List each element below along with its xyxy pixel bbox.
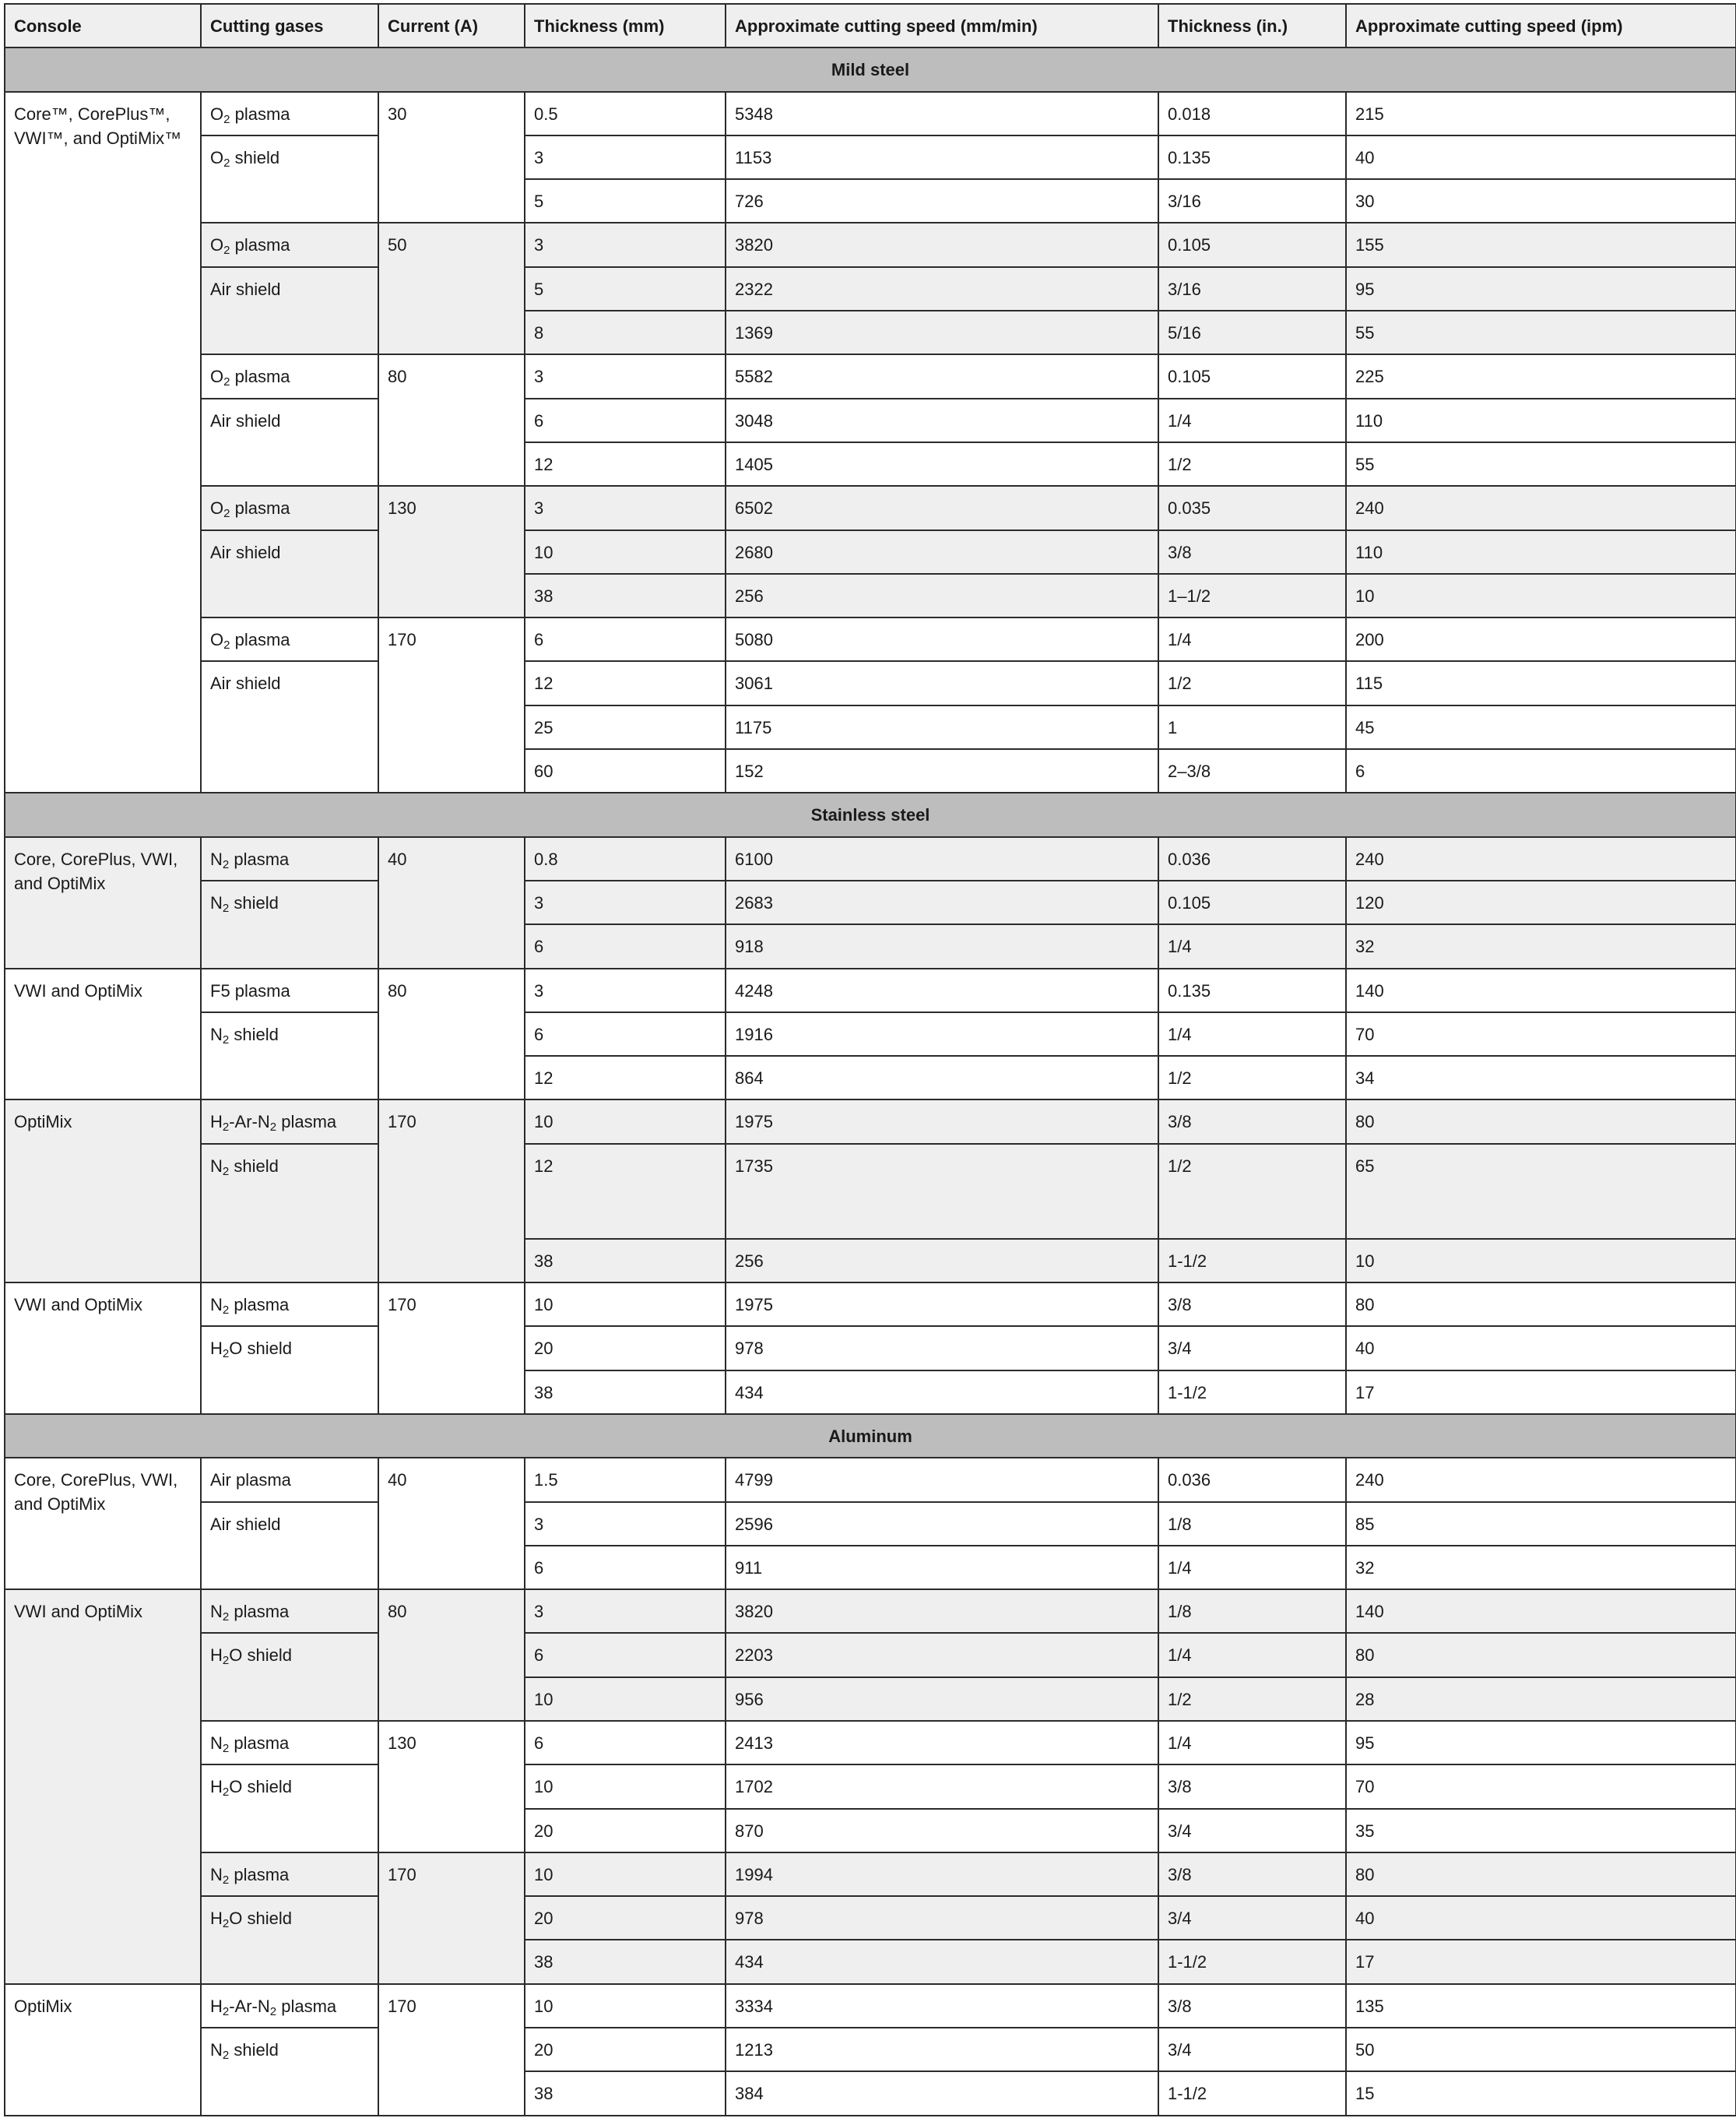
gas-plasma-cell: $O_2$ plasma <box>201 223 378 266</box>
thickness-in-cell: 3/4 <box>1158 2028 1346 2071</box>
gas-plasma-cell: Air plasma <box>201 1458 378 1501</box>
thickness-mm-cell: 1.5 <box>525 1458 726 1501</box>
table-row <box>5 1896 1736 1940</box>
speed-ipm-cell: 10 <box>1346 1239 1736 1282</box>
thickness-mm-cell: 10 <box>525 1677 726 1721</box>
console-cell: Core™, CorePlus™, VWI™, and OptiMix™ <box>5 92 201 793</box>
thickness-in-cell: 3/4 <box>1158 1326 1346 1370</box>
thickness-in-cell: 1/2 <box>1158 1144 1346 1239</box>
thickness-mm-cell: 6 <box>525 1633 726 1676</box>
thickness-in-cell: 1/2 <box>1158 442 1346 486</box>
thickness-in-cell: 0.105 <box>1158 881 1346 924</box>
current-cell: 30 <box>378 92 525 223</box>
table-row <box>5 881 1736 924</box>
speed-ipm-cell: 65 <box>1346 1144 1736 1239</box>
thickness-mm-cell: 3 <box>525 881 726 924</box>
section-row <box>5 1414 1736 1458</box>
table-row <box>5 1458 1736 1501</box>
thickness-in-cell: 1/4 <box>1158 1546 1346 1589</box>
thickness-in-cell: 1/4 <box>1158 1012 1346 1056</box>
thickness-in-cell: 0.105 <box>1158 223 1346 266</box>
table-row <box>5 1852 1736 1896</box>
thickness-in-cell: 0.135 <box>1158 135 1346 179</box>
table-body <box>5 47 1736 2115</box>
thickness-mm-cell: 10 <box>525 1984 726 2028</box>
speed-ipm-cell: 40 <box>1346 135 1736 179</box>
thickness-in-cell: 1/4 <box>1158 924 1346 968</box>
thickness-mm-cell: 20 <box>525 1896 726 1940</box>
current-cell: 80 <box>378 354 525 486</box>
speed-mm-min-cell: 256 <box>726 1239 1158 1282</box>
gas-shield-cell: $N_2$ shield <box>201 2028 378 2116</box>
speed-mm-min-cell: 384 <box>726 2071 1158 2115</box>
gas-shield-cell: $N_2$ shield <box>201 1012 378 1100</box>
speed-mm-min-cell: 5582 <box>726 354 1158 398</box>
speed-mm-min-cell: 2683 <box>726 881 1158 924</box>
speed-mm-min-cell: 1702 <box>726 1764 1158 1808</box>
speed-ipm-cell: 28 <box>1346 1677 1736 1721</box>
current-cell: 80 <box>378 969 525 1100</box>
thickness-in-cell: 1–1/2 <box>1158 574 1346 617</box>
gas-shield-cell: $H_2O$ shield <box>201 1764 378 1852</box>
speed-mm-min-cell: 1369 <box>726 311 1158 354</box>
thickness-in-cell: 3/8 <box>1158 1984 1346 2028</box>
thickness-in-cell: 0.135 <box>1158 969 1346 1012</box>
table-row <box>5 530 1736 574</box>
thickness-in-cell: 1/2 <box>1158 661 1346 705</box>
thickness-mm-cell: 5 <box>525 179 726 223</box>
thickness-mm-cell: 38 <box>525 2071 726 2115</box>
speed-ipm-cell: 80 <box>1346 1099 1736 1143</box>
section-row <box>5 47 1736 91</box>
speed-mm-min-cell: 256 <box>726 574 1158 617</box>
speed-mm-min-cell: 5348 <box>726 92 1158 135</box>
console-cell: Core, CorePlus, VWI, and OptiMix <box>5 837 201 969</box>
current-cell: 80 <box>378 1589 525 1721</box>
speed-mm-min-cell: 918 <box>726 924 1158 968</box>
thickness-in-cell: 1-1/2 <box>1158 1239 1346 1282</box>
table-header <box>5 4 1736 47</box>
thickness-mm-cell: 38 <box>525 1940 726 1983</box>
speed-mm-min-cell: 978 <box>726 1326 1158 1370</box>
gas-plasma-cell: F5 plasma <box>201 969 378 1012</box>
current-cell: 170 <box>378 1099 525 1282</box>
current-cell: 170 <box>378 1984 525 2116</box>
current-cell: 170 <box>378 1282 525 1414</box>
thickness-mm-cell: 6 <box>525 399 726 442</box>
speed-mm-min-cell: 1153 <box>726 135 1158 179</box>
table-row <box>5 1326 1736 1370</box>
section-row <box>5 793 1736 836</box>
thickness-in-cell: 1/4 <box>1158 1721 1346 1764</box>
speed-ipm-cell: 240 <box>1346 486 1736 530</box>
gas-plasma-cell: $O_2$ plasma <box>201 354 378 398</box>
gas-plasma-cell: $H_2-Ar-N_2$ plasma <box>201 1099 378 1143</box>
thickness-in-cell: 3/4 <box>1158 1809 1346 1852</box>
speed-mm-min-cell: 434 <box>726 1940 1158 1983</box>
gas-shield-cell: $H_2O$ shield <box>201 1326 378 1414</box>
thickness-mm-cell: 0.5 <box>525 92 726 135</box>
speed-mm-min-cell: 870 <box>726 1809 1158 1852</box>
gas-plasma-cell: $N_2$ plasma <box>201 1852 378 1896</box>
thickness-in-cell: 0.018 <box>1158 92 1346 135</box>
speed-mm-min-cell: 5080 <box>726 617 1158 661</box>
speed-mm-min-cell: 1213 <box>726 2028 1158 2071</box>
speed-mm-min-cell: 2203 <box>726 1633 1158 1676</box>
speed-ipm-cell: 140 <box>1346 1589 1736 1633</box>
table-row <box>5 1721 1736 1764</box>
speed-ipm-cell: 80 <box>1346 1282 1736 1326</box>
speed-ipm-cell: 55 <box>1346 442 1736 486</box>
thickness-in-cell: 5/16 <box>1158 311 1346 354</box>
console-cell: OptiMix <box>5 1099 201 1282</box>
speed-mm-min-cell: 726 <box>726 179 1158 223</box>
thickness-in-cell: 0.036 <box>1158 1458 1346 1501</box>
thickness-mm-cell: 6 <box>525 924 726 968</box>
speed-ipm-cell: 32 <box>1346 1546 1736 1589</box>
speed-mm-min-cell: 434 <box>726 1370 1158 1414</box>
speed-mm-min-cell: 2322 <box>726 267 1158 311</box>
table-row <box>5 1144 1736 1239</box>
thickness-mm-cell: 12 <box>525 661 726 705</box>
table-row <box>5 661 1736 705</box>
thickness-mm-cell: 12 <box>525 442 726 486</box>
speed-mm-min-cell: 4248 <box>726 969 1158 1012</box>
speed-ipm-cell: 70 <box>1346 1764 1736 1808</box>
table-row <box>5 354 1736 398</box>
thickness-in-cell: 1-1/2 <box>1158 2071 1346 2115</box>
thickness-in-cell: 1/8 <box>1158 1502 1346 1546</box>
console-cell: VWI and OptiMix <box>5 1589 201 1984</box>
thickness-in-cell: 3/8 <box>1158 1764 1346 1808</box>
table-row <box>5 969 1736 1012</box>
gas-plasma-cell: $O_2$ plasma <box>201 486 378 530</box>
thickness-mm-cell: 3 <box>525 135 726 179</box>
header-speed-mm-min: Approximate cutting speed (mm/min) <box>726 4 1158 47</box>
current-cell: 40 <box>378 837 525 969</box>
speed-ipm-cell: 34 <box>1346 1056 1736 1099</box>
thickness-mm-cell: 60 <box>525 749 726 793</box>
speed-ipm-cell: 215 <box>1346 92 1736 135</box>
speed-ipm-cell: 40 <box>1346 1326 1736 1370</box>
header-cutting-gases: Cutting gases <box>201 4 378 47</box>
thickness-mm-cell: 10 <box>525 530 726 574</box>
table-row <box>5 1589 1736 1633</box>
speed-ipm-cell: 17 <box>1346 1370 1736 1414</box>
speed-mm-min-cell: 911 <box>726 1546 1158 1589</box>
gas-plasma-cell: $H_2-Ar-N_2$ plasma <box>201 1984 378 2028</box>
speed-mm-min-cell: 3334 <box>726 1984 1158 2028</box>
table-row <box>5 1099 1736 1143</box>
speed-ipm-cell: 135 <box>1346 1984 1736 2028</box>
thickness-in-cell: 1 <box>1158 705 1346 749</box>
thickness-in-cell: 3/8 <box>1158 530 1346 574</box>
header-thickness-in: Thickness (in.) <box>1158 4 1346 47</box>
gas-shield-cell: Air shield <box>201 661 378 793</box>
speed-ipm-cell: 80 <box>1346 1852 1736 1896</box>
speed-ipm-cell: 15 <box>1346 2071 1736 2115</box>
speed-ipm-cell: 40 <box>1346 1896 1736 1940</box>
thickness-in-cell: 1/2 <box>1158 1056 1346 1099</box>
table-row <box>5 92 1736 135</box>
speed-mm-min-cell: 3048 <box>726 399 1158 442</box>
thickness-mm-cell: 0.8 <box>525 837 726 881</box>
speed-ipm-cell: 140 <box>1346 969 1736 1012</box>
thickness-mm-cell: 38 <box>525 1239 726 1282</box>
speed-ipm-cell: 45 <box>1346 705 1736 749</box>
speed-ipm-cell: 17 <box>1346 1940 1736 1983</box>
section-title: Mild steel <box>5 47 1736 91</box>
speed-mm-min-cell: 4799 <box>726 1458 1158 1501</box>
speed-mm-min-cell: 1405 <box>726 442 1158 486</box>
current-cell: 170 <box>378 1852 525 1984</box>
gas-shield-cell: Air shield <box>201 530 378 618</box>
table-row <box>5 837 1736 881</box>
speed-ipm-cell: 225 <box>1346 354 1736 398</box>
table-row <box>5 223 1736 266</box>
speed-mm-min-cell: 1175 <box>726 705 1158 749</box>
gas-shield-cell: Air shield <box>201 267 378 355</box>
gas-shield-cell: $O_2$ shield <box>201 135 378 223</box>
thickness-in-cell: 3/4 <box>1158 1896 1346 1940</box>
speed-mm-min-cell: 864 <box>726 1056 1158 1099</box>
gas-shield-cell: $H_2O$ shield <box>201 1896 378 1984</box>
current-cell: 40 <box>378 1458 525 1589</box>
thickness-mm-cell: 10 <box>525 1282 726 1326</box>
speed-mm-min-cell: 1975 <box>726 1099 1158 1143</box>
thickness-mm-cell: 3 <box>525 969 726 1012</box>
thickness-mm-cell: 8 <box>525 311 726 354</box>
thickness-mm-cell: 3 <box>525 486 726 530</box>
thickness-in-cell: 1-1/2 <box>1158 1940 1346 1983</box>
table-row <box>5 1984 1736 2028</box>
thickness-mm-cell: 5 <box>525 267 726 311</box>
thickness-in-cell: 1/4 <box>1158 399 1346 442</box>
thickness-in-cell: 1/2 <box>1158 1677 1346 1721</box>
gas-plasma-cell: $O_2$ plasma <box>201 617 378 661</box>
speed-mm-min-cell: 2413 <box>726 1721 1158 1764</box>
gas-shield-cell: $H_2O$ shield <box>201 1633 378 1721</box>
thickness-mm-cell: 6 <box>525 1546 726 1589</box>
header-console: Console <box>5 4 201 47</box>
table-row <box>5 135 1736 179</box>
current-cell: 130 <box>378 486 525 617</box>
speed-ipm-cell: 55 <box>1346 311 1736 354</box>
thickness-mm-cell: 12 <box>525 1056 726 1099</box>
table-row <box>5 1764 1736 1808</box>
thickness-mm-cell: 3 <box>525 223 726 266</box>
speed-ipm-cell: 95 <box>1346 1721 1736 1764</box>
speed-ipm-cell: 35 <box>1346 1809 1736 1852</box>
speed-mm-min-cell: 152 <box>726 749 1158 793</box>
gas-plasma-cell: $N_2$ plasma <box>201 1589 378 1633</box>
speed-mm-min-cell: 2680 <box>726 530 1158 574</box>
thickness-in-cell: 3/16 <box>1158 179 1346 223</box>
thickness-in-cell: 0.035 <box>1158 486 1346 530</box>
section-title: Aluminum <box>5 1414 1736 1458</box>
header-speed-ipm: Approximate cutting speed (ipm) <box>1346 4 1736 47</box>
thickness-mm-cell: 6 <box>525 617 726 661</box>
table-row <box>5 486 1736 530</box>
current-cell: 50 <box>378 223 525 354</box>
thickness-mm-cell: 38 <box>525 1370 726 1414</box>
table-row <box>5 2028 1736 2071</box>
header-current: Current (A) <box>378 4 525 47</box>
thickness-mm-cell: 10 <box>525 1099 726 1143</box>
speed-ipm-cell: 110 <box>1346 530 1736 574</box>
thickness-mm-cell: 20 <box>525 2028 726 2071</box>
thickness-in-cell: 3/16 <box>1158 267 1346 311</box>
thickness-mm-cell: 6 <box>525 1012 726 1056</box>
console-cell: VWI and OptiMix <box>5 1282 201 1414</box>
speed-ipm-cell: 110 <box>1346 399 1736 442</box>
speed-ipm-cell: 115 <box>1346 661 1736 705</box>
speed-mm-min-cell: 3061 <box>726 661 1158 705</box>
speed-ipm-cell: 95 <box>1346 267 1736 311</box>
thickness-mm-cell: 3 <box>525 1589 726 1633</box>
speed-ipm-cell: 240 <box>1346 1458 1736 1501</box>
header-row <box>5 4 1736 47</box>
speed-mm-min-cell: 3820 <box>726 223 1158 266</box>
speed-ipm-cell: 200 <box>1346 617 1736 661</box>
current-cell: 130 <box>378 1721 525 1852</box>
table-row <box>5 1633 1736 1676</box>
thickness-in-cell: 3/8 <box>1158 1099 1346 1143</box>
gas-shield-cell: Air shield <box>201 399 378 487</box>
speed-ipm-cell: 85 <box>1346 1502 1736 1546</box>
speed-mm-min-cell: 978 <box>726 1896 1158 1940</box>
speed-mm-min-cell: 3820 <box>726 1589 1158 1633</box>
gas-plasma-cell: $N_2$ plasma <box>201 837 378 881</box>
thickness-in-cell: 0.036 <box>1158 837 1346 881</box>
section-title: Stainless steel <box>5 793 1736 836</box>
thickness-in-cell: 1/4 <box>1158 1633 1346 1676</box>
thickness-mm-cell: 25 <box>525 705 726 749</box>
speed-ipm-cell: 30 <box>1346 179 1736 223</box>
table-row <box>5 1282 1736 1326</box>
speed-ipm-cell: 32 <box>1346 924 1736 968</box>
thickness-in-cell: 3/8 <box>1158 1282 1346 1326</box>
thickness-mm-cell: 38 <box>525 574 726 617</box>
thickness-in-cell: 1-1/2 <box>1158 1370 1346 1414</box>
speed-ipm-cell: 155 <box>1346 223 1736 266</box>
speed-mm-min-cell: 6100 <box>726 837 1158 881</box>
speed-ipm-cell: 120 <box>1346 881 1736 924</box>
speed-mm-min-cell: 1916 <box>726 1012 1158 1056</box>
thickness-in-cell: 0.105 <box>1158 354 1346 398</box>
gas-shield-cell: Air shield <box>201 1502 378 1590</box>
gas-shield-cell: $N_2$ shield <box>201 881 378 969</box>
table-row <box>5 267 1736 311</box>
speed-mm-min-cell: 6502 <box>726 486 1158 530</box>
thickness-in-cell: 3/8 <box>1158 1852 1346 1896</box>
speed-mm-min-cell: 956 <box>726 1677 1158 1721</box>
speed-ipm-cell: 50 <box>1346 2028 1736 2071</box>
speed-ipm-cell: 70 <box>1346 1012 1736 1056</box>
cutting-speed-table <box>4 3 1736 2116</box>
gas-plasma-cell: $O_2$ plasma <box>201 92 378 135</box>
thickness-in-cell: 2–3/8 <box>1158 749 1346 793</box>
speed-ipm-cell: 240 <box>1346 837 1736 881</box>
speed-mm-min-cell: 1975 <box>726 1282 1158 1326</box>
thickness-mm-cell: 3 <box>525 354 726 398</box>
console-cell: OptiMix <box>5 1984 201 2116</box>
speed-ipm-cell: 80 <box>1346 1633 1736 1676</box>
thickness-in-cell: 1/4 <box>1158 617 1346 661</box>
thickness-mm-cell: 3 <box>525 1502 726 1546</box>
thickness-mm-cell: 10 <box>525 1764 726 1808</box>
speed-ipm-cell: 10 <box>1346 574 1736 617</box>
current-cell: 170 <box>378 617 525 793</box>
thickness-mm-cell: 20 <box>525 1809 726 1852</box>
gas-shield-cell: $N_2$ shield <box>201 1144 378 1282</box>
thickness-mm-cell: 20 <box>525 1326 726 1370</box>
table-row <box>5 1502 1736 1546</box>
console-cell: VWI and OptiMix <box>5 969 201 1100</box>
console-cell: Core, CorePlus, VWI, and OptiMix <box>5 1458 201 1589</box>
header-thickness-mm: Thickness (mm) <box>525 4 726 47</box>
speed-ipm-cell: 6 <box>1346 749 1736 793</box>
speed-mm-min-cell: 1994 <box>726 1852 1158 1896</box>
speed-mm-min-cell: 2596 <box>726 1502 1158 1546</box>
table-row <box>5 399 1736 442</box>
gas-plasma-cell: $N_2$ plasma <box>201 1282 378 1326</box>
table-row <box>5 617 1736 661</box>
thickness-mm-cell: 10 <box>525 1852 726 1896</box>
speed-mm-min-cell: 1735 <box>726 1144 1158 1239</box>
table-row <box>5 1012 1736 1056</box>
thickness-mm-cell: 6 <box>525 1721 726 1764</box>
thickness-in-cell: 1/8 <box>1158 1589 1346 1633</box>
gas-plasma-cell: $N_2$ plasma <box>201 1721 378 1764</box>
thickness-mm-cell: 12 <box>525 1144 726 1239</box>
